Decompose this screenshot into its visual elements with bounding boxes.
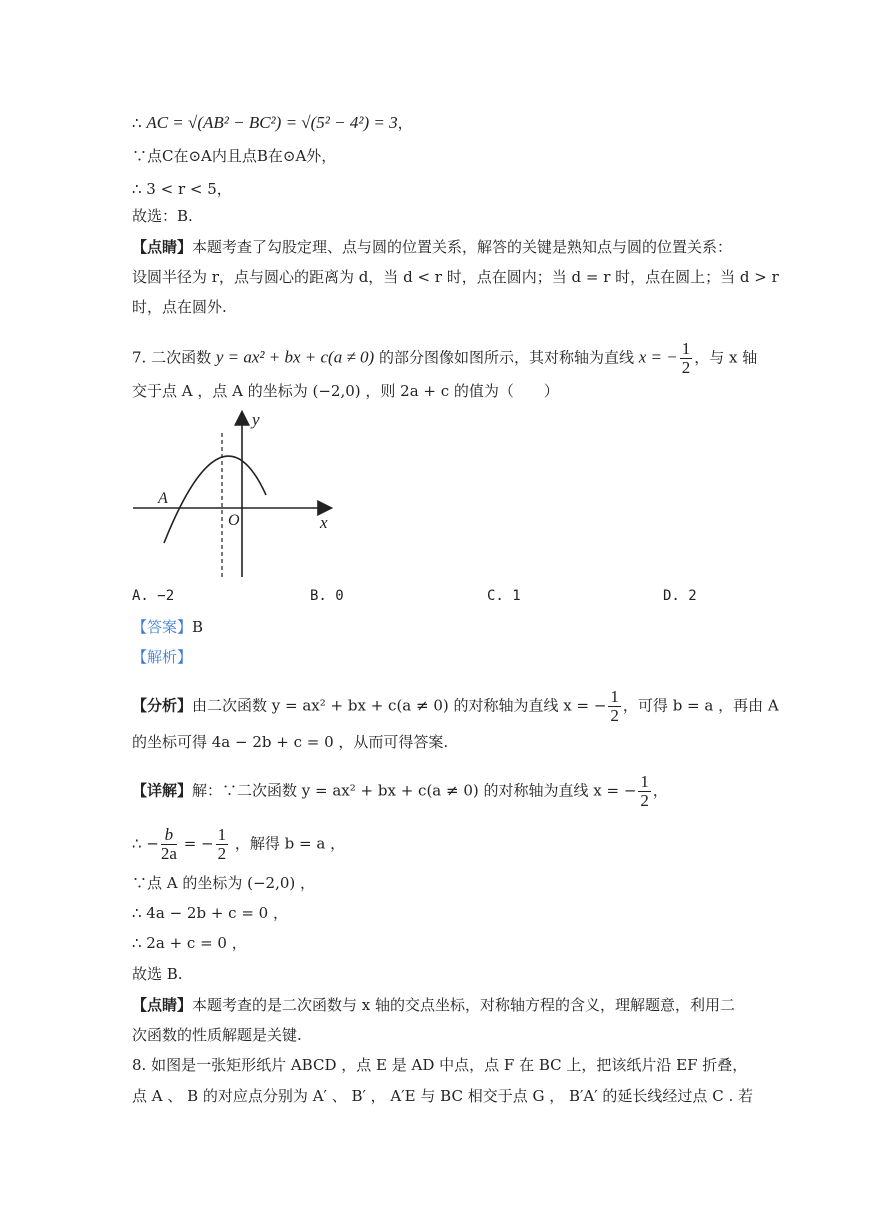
step1-a: ∴ − [132,834,159,853]
origin-label: O [228,512,240,529]
frac-den: 2a [160,844,177,863]
q7-stem-c: ，与 x 轴 [694,348,758,367]
q7-axis-lhs: x = − [638,347,678,367]
line-r-range: ∴ 3 < r < 5， [132,180,232,198]
q7-parabola-graph [130,405,340,580]
line-choose-b: 故选：B. [132,207,193,225]
frac-den: 2 [610,706,619,725]
line-dianjing [132,236,732,258]
analysis-tag: 【解析】 [132,648,193,666]
frac-num: 1 [681,339,691,358]
xiangjie-b: ， [652,781,668,800]
fenxi-tag: 【分析】 [132,696,193,715]
frac-num: 1 [217,825,227,844]
frac-den: 2 [681,358,691,377]
line-outside: 时，点在圆外. [132,298,227,316]
step1-c: ，解得 b = a ， [230,834,346,853]
option-b[interactable]: B. 0 [310,588,344,604]
frac-num: b [161,826,177,845]
line-point-c: ∵点C在⊙A内且点B在⊙A外， [132,147,337,165]
q7-stem-line1 [132,340,757,377]
point-a-label: A [158,490,168,507]
dianjing-tag: 【点睛】 [132,238,193,256]
step2-line: ∵点 A 的坐标为 (−2,0) ， [132,874,316,892]
y-label: y [252,410,260,429]
q8-line1: 8. 如图是一张矩形纸片 ABCD ，点 E 是 AD 中点，点 F 在 BC 上，把该纸片沿 EF 折叠， [132,1056,748,1074]
dianjing-text: 本题考查了勾股定理、点与圆的位置关系，解答的关键是熟知点与圆的位置关系： [192,238,733,256]
xiangjie-line1 [132,773,668,810]
fenxi-b: ，可得 b = a ，再由 A [622,696,779,715]
answer-value: B [192,618,204,636]
fenxi-line1 [132,688,779,725]
answer-tag: 【答案】 [132,618,193,636]
q7-dianjing-tag: 【点睛】 [132,996,193,1014]
step1-line [132,826,345,863]
frac-den: 2 [217,844,227,863]
line-radius-rule: 设圆半径为 r，点与圆心的距离为 d，当 d < r 时，点在圆内；当 d = r 时，点在圆上；当 d > r [132,268,779,286]
q7-stem-a: 7. 二次函数 [132,348,216,367]
x-label: x [320,513,328,532]
fenxi-line2: 的坐标可得 4a − 2b + c = 0 ，从而可得答案. [132,733,449,751]
q7-half-fraction [680,340,693,377]
xiangjie-a: 解：∵二次函数 y = ax² + bx + c(a ≠ 0) 的对称轴为直线 x = − [192,781,637,800]
q7-stem-line2: 交于点 A ，点 A 的坐标为 (−2,0) ，则 2a + c 的值为（ ） [132,382,559,400]
parabola-curve [164,456,266,543]
q8-line2: 点 A 、 B 的对应点分别为 A′ 、 B′ ， A′E 与 BC 相交于点 G ， B′A′ 的延长线经过点 C . 若 [132,1087,753,1105]
frac-num: 1 [640,772,649,791]
q7-stem-b: 的部分图像如图所示，其对称轴为直线 [374,348,639,367]
q7-dianjing-line1 [132,994,735,1016]
step1-half-fraction [216,826,229,863]
option-d[interactable]: D. 2 [663,588,697,604]
step1-b: = − [178,834,214,853]
fenxi-a: 由二次函数 y = ax² + bx + c(a ≠ 0) 的对称轴为直线 x = − [192,696,607,715]
option-a[interactable]: A. −2 [132,588,175,604]
frac-den: 2 [640,791,649,810]
xiangjie-tag: 【详解】 [132,781,193,800]
step4-line: ∴ 2a + c = 0 ， [132,934,247,952]
xiangjie-half-fraction [638,773,651,810]
q7-dianjing-a: 本题考查的是二次函数与 x 轴的交点坐标，对称轴方程的含义，理解题意，利用二 [192,996,736,1014]
frac-num: 1 [610,687,619,706]
option-c[interactable]: C. 1 [487,588,521,604]
line-ac-calc [132,112,413,134]
ac-expression: AC = √(AB² − BC²) = √(5² − 4²) = 3 [146,113,398,132]
step5-line: 故选 B. [132,965,183,983]
q7-function: y = ax² + bx + c(a ≠ 0) [215,347,375,367]
fenxi-half-fraction [608,688,621,725]
answer-line [132,616,203,638]
b-over-2a-fraction [161,826,177,863]
punct: ， [397,114,413,132]
step3-line: ∴ 4a − 2b + c = 0 ， [132,904,288,922]
therefore-symbol: ∴ [132,114,147,132]
q7-dianjing-line2: 次函数的性质解题是关键. [132,1026,302,1044]
